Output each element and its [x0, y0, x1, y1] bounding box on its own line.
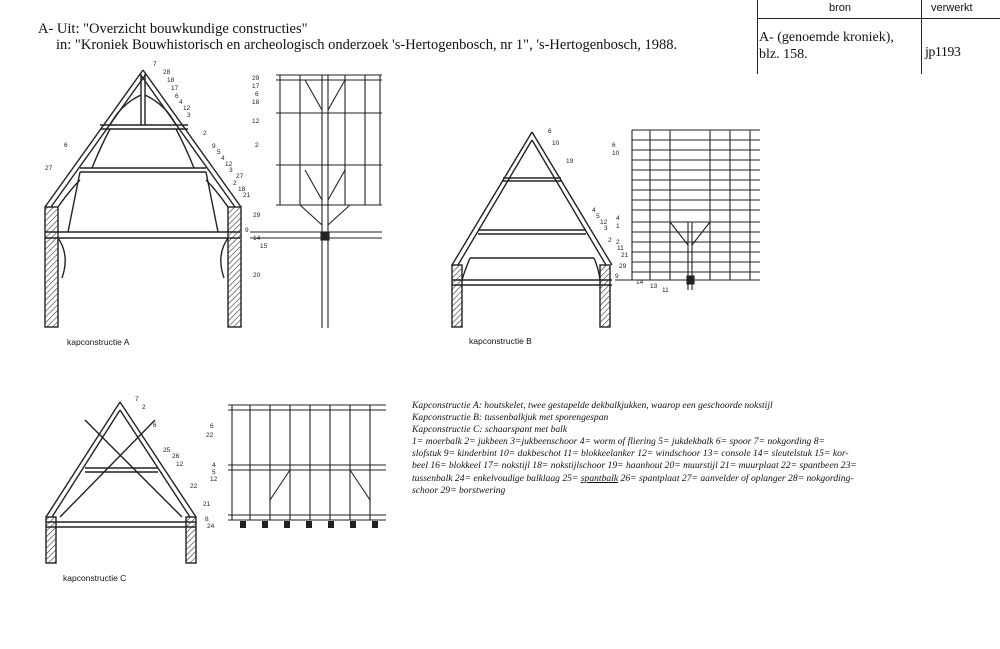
wall-right: [600, 265, 610, 327]
label-a: 27: [236, 173, 244, 180]
wall-left: [46, 517, 56, 563]
legend-line: Kapconstructie A: houtskelet, twee gestapelde dekbalkjukken, waarop een geschoorde nokstijl: [412, 400, 773, 411]
bron-value-line2: blz. 158.: [759, 47, 808, 62]
label-a: 29: [253, 212, 261, 219]
label-c-long: 12: [210, 476, 218, 483]
label-a: 4: [221, 155, 225, 162]
label-a: 9: [245, 227, 249, 234]
label-a: 21: [243, 192, 251, 199]
label-a: 18: [167, 77, 175, 84]
label-a: 15: [260, 243, 268, 250]
legend-line: schoor 29= borstwering: [412, 484, 506, 496]
label-a-long: 6: [255, 91, 259, 98]
legend-line-part: tussenbalk 24= enkelvoudige balklaag 25=: [412, 472, 581, 484]
label-b: 6: [548, 128, 552, 135]
label-a: 6: [64, 142, 68, 149]
wall-left: [45, 207, 58, 327]
caption-kapconstructie-a: kapconstructie A: [67, 337, 130, 347]
label-c: 26: [172, 453, 180, 460]
label-b-long: 2: [616, 239, 620, 246]
caption-kapconstructie-c: kapconstructie C: [63, 573, 127, 583]
label-b: 19: [566, 158, 574, 165]
label-c-long: 22: [206, 432, 214, 439]
label-b: 14: [636, 279, 644, 286]
label-b: 4: [592, 207, 596, 214]
label-a: 5: [217, 149, 221, 156]
kapconstructie-c-long-section: [228, 405, 386, 528]
label-b-long: 6: [612, 142, 616, 149]
label-a: 17: [171, 85, 179, 92]
legend-line: beel 16= blokkeel 17= nokstijl 18= nokstijlschoor 19= haanhout 20= muurstijl 21= muurplaat 22= spantbeen 23=: [412, 460, 857, 472]
kapconstructie-b-long-section: [615, 130, 760, 290]
legend-underlined-term: spantbalk: [580, 472, 619, 484]
label-a: 6: [175, 93, 179, 100]
legend-line: [412, 473, 982, 485]
kapconstructie-c-section: [46, 402, 196, 563]
label-a-long: 12: [252, 118, 260, 125]
label-b: 11: [617, 245, 624, 252]
label-c-long: 4: [212, 462, 216, 469]
label-a: 14: [253, 235, 261, 242]
legend-line: Kapconstructie B: tussenbalkjuk met sporengespan: [412, 412, 609, 424]
label-c: 12: [176, 461, 184, 468]
wall-left: [452, 265, 462, 327]
label-a-long: 29: [252, 75, 260, 82]
header-citation-line: in: "Kroniek Bouwhistorisch en archeologisch onderzoek 's-Hertogenbosch, nr 1", 's-Hertogenbosch, 1988.: [56, 37, 678, 53]
column-header-verwerkt: verwerkt: [931, 2, 973, 14]
label-a: 20: [253, 272, 261, 279]
label-a: 12: [183, 105, 191, 112]
label-b-long: 4: [616, 215, 620, 222]
wall-right: [186, 517, 196, 563]
label-b: 12: [600, 219, 608, 226]
header-source-line: A- Uit: "Overzicht bouwkundige constructies": [38, 21, 308, 37]
label-a: 27: [45, 165, 53, 172]
label-c: 2: [142, 404, 146, 411]
label-c: 8: [205, 516, 209, 523]
label-b: 21: [621, 252, 629, 259]
bron-value-line1: A- (genoemde kroniek),: [759, 30, 894, 45]
label-b: 10: [552, 140, 560, 147]
label-b-long: 10: [612, 150, 620, 157]
label-b: 13: [650, 283, 658, 290]
label-a: 12: [225, 161, 233, 168]
label-a-long: 17: [252, 83, 260, 90]
label-b: 2: [608, 237, 612, 244]
label-b: 3: [604, 225, 608, 232]
label-b: 5: [596, 213, 600, 220]
label-a: 18: [238, 186, 246, 193]
kapconstructie-a-long-section: [250, 75, 382, 328]
label-c-long: 6: [210, 423, 214, 430]
label-b: 9: [615, 273, 619, 280]
kapconstructie-b-section: [452, 132, 612, 327]
label-a: 4: [179, 99, 183, 106]
label-a: 28: [163, 69, 171, 76]
verwerkt-value: jp1193: [925, 45, 961, 60]
label-a: 9: [212, 143, 216, 150]
legend-text: [412, 400, 982, 497]
label-b: 29: [619, 263, 627, 270]
label-c: 24: [207, 523, 215, 530]
label-c-long: 5: [212, 469, 216, 476]
label-a: 3: [187, 112, 191, 119]
label-a-long: 18: [252, 99, 260, 106]
label-b: 11: [662, 287, 669, 294]
label-c: 25: [163, 447, 171, 454]
label-a: 7: [153, 61, 157, 68]
label-c: 21: [203, 501, 211, 508]
label-c: 22: [190, 483, 198, 490]
label-c: 6: [153, 422, 157, 429]
column-header-bron: bron: [829, 2, 852, 14]
legend-line: Kapconstructie C: schaarspant met balk: [412, 424, 568, 436]
label-a: 3: [229, 167, 233, 174]
label-c: 7: [135, 396, 139, 403]
legend-line-part: 26= spantplaat 27= aanvelder of oplanger 28= nokgording-: [618, 472, 854, 484]
caption-kapconstructie-b: kapconstructie B: [469, 336, 532, 346]
label-b-long: 1: [616, 223, 620, 230]
legend-line: slofstuk 9= kinderbint 10= dakbeschot 11= blokkeelanker 12= windschoor 13= console 14= sleutelstuk 15= kor-: [412, 448, 849, 460]
label-a-long: 2: [255, 142, 259, 149]
label-a: 2: [203, 130, 207, 137]
kapconstructie-a-section: [45, 70, 241, 327]
wall-right: [228, 207, 241, 327]
label-a: 2: [233, 180, 237, 187]
legend-line: 1= moerbalk 2= jukbeen 3=jukbeenschoor 4= worm of fliering 5= jukdekbalk 6= spoor 7= nokgording 8=: [412, 436, 826, 448]
